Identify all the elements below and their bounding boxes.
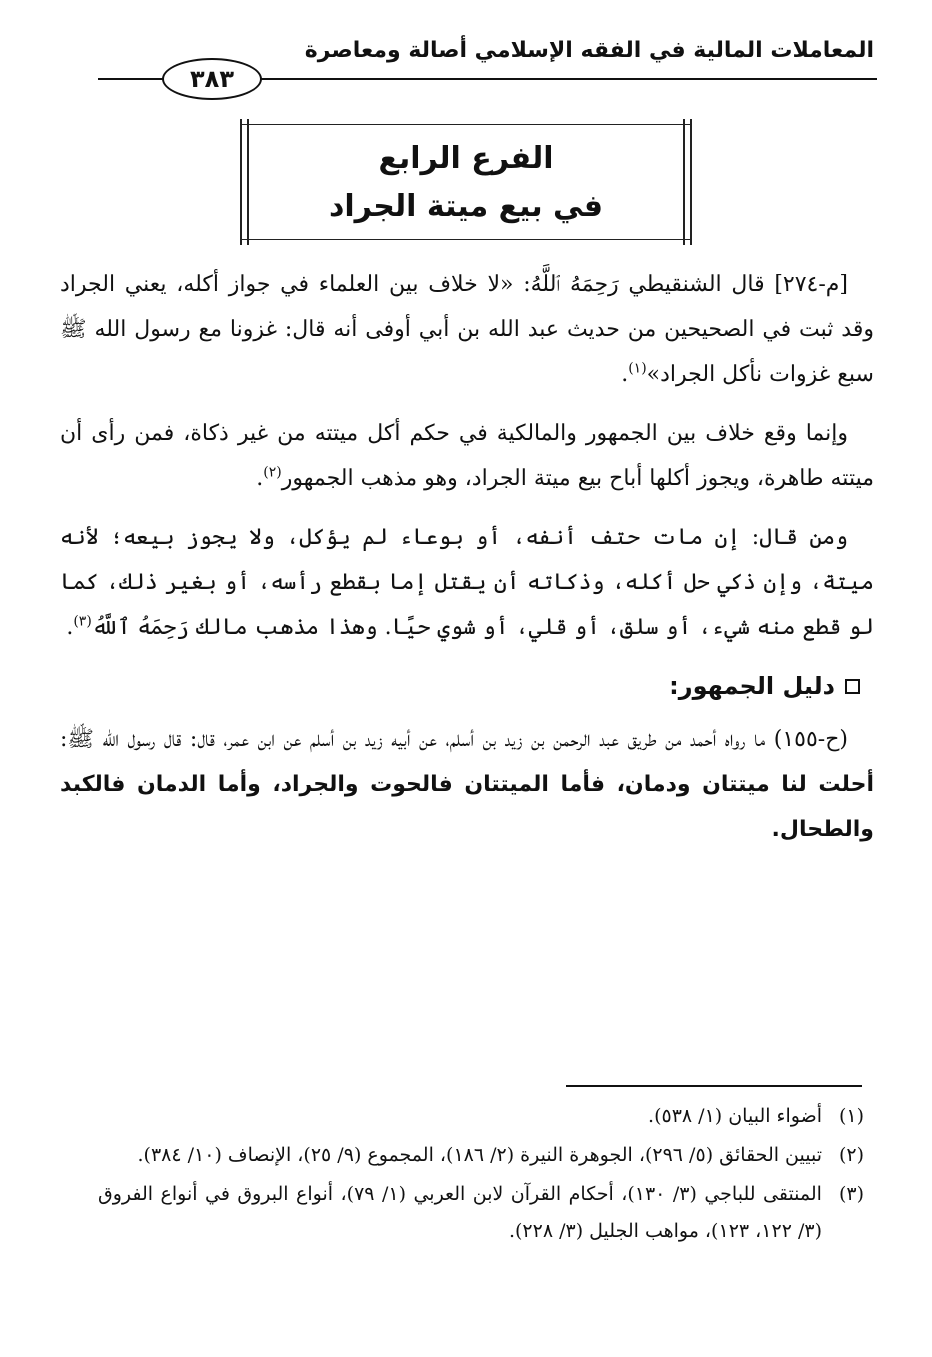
footnote-ref-1[interactable]: (١) bbox=[628, 360, 647, 377]
chapter-title-line-1: الفرع الرابع bbox=[378, 141, 554, 176]
paragraph-3-period: . bbox=[66, 615, 74, 640]
paragraph-2-text: وإنما وقع خلاف بين الجمهور والمالكية في حكم أكل ميتته من غير ذكاة، فمن رأى أن ميتته طاهرة، ويجوز أكلها أباح بيع ميتة الجراد، وهو مذهب الجمهور bbox=[60, 421, 874, 491]
paragraph-1-text: [م-٢٧٤] قال الشنقيطي رَحِمَهُ ٱللَّهُ: «لا خلاف بين العلماء في جواز أكله، يعني الجراد وقد ثبت في الصحيحين من حديث عبد الله بن أبي أوفى أنه قال: غزونا مع رسول الله ﷺ سبع غزوات نأكل الجراد» bbox=[60, 272, 874, 387]
frame-bar bbox=[683, 119, 685, 245]
footnotes bbox=[98, 1098, 864, 1252]
footnote-2 bbox=[98, 1137, 864, 1174]
frame-bar bbox=[240, 119, 242, 245]
footnote-3 bbox=[98, 1176, 864, 1250]
paragraph-1 bbox=[60, 262, 874, 397]
footnote-number: (٣) bbox=[838, 1183, 864, 1205]
paragraph-4 bbox=[60, 717, 874, 852]
chapter-title-line-2: في بيع ميتة الجراد bbox=[328, 189, 604, 224]
footnote-number: (٢) bbox=[838, 1144, 864, 1166]
footnote-separator bbox=[566, 1085, 862, 1087]
section-heading bbox=[60, 664, 874, 709]
chapter-title-box bbox=[240, 124, 692, 240]
paragraph-3 bbox=[60, 515, 874, 650]
paragraph-2 bbox=[60, 411, 874, 501]
footnote-number: (١) bbox=[838, 1105, 864, 1127]
footnote-text: أضواء البيان (١/ ٥٣٨). bbox=[648, 1105, 822, 1127]
footnote-text: المنتقى للباجي (٣/ ١٣٠)، أحكام القرآن لابن العربي (١/ ٧٩)، أنواع البروق في أنواع الفروق (٣/ ١٢٢، ١٢٣)، مواهب الجليل (٣/ ٢٢٨). bbox=[98, 1183, 822, 1242]
paragraph-4-intro: (ح-١٥٥) ما رواه أحمد من طريق عبد الرحمن بن زيد بن أسلم، عن أبيه زيد بن أسلم عن ابن عمر، قال: قال رسول الله ﷺ: bbox=[60, 727, 848, 752]
footnote-ref-2[interactable]: (٢) bbox=[263, 464, 282, 481]
paragraph-2-period: . bbox=[256, 466, 264, 491]
running-title: المعاملات المالية في الفقه الإسلامي أصالة ومعاصرة bbox=[304, 38, 874, 63]
footnote-1 bbox=[98, 1098, 864, 1135]
frame-bar bbox=[247, 119, 249, 245]
square-bullet-icon bbox=[845, 679, 860, 694]
paragraph-3-text: ومن قال: إن مات حتف أنفه، أو بوعاء لم يؤكل، ولا يجوز بيعه؛ لأنه ميتة، وإن ذكي حل أكله، وذكاته أن يقتل إما بقطع رأسه، أو بغير ذلك، كما لو قطع منه شيء، أو سلق، أو قلي، أو شوي حيًا. وهذا مذهب مالك رَحِمَهُ ٱللَّهُ bbox=[60, 525, 874, 640]
page-number: ٣٨٣ bbox=[162, 58, 262, 100]
hadith-text: أحلت لنا ميتتان ودمان، فأما الميتتان فالحوت والجراد، وأما الدمان فالكبد والطحال. bbox=[60, 772, 874, 842]
body-text bbox=[60, 262, 874, 866]
footnote-ref-3[interactable]: (٣) bbox=[73, 613, 92, 630]
paragraph-1-period: . bbox=[621, 362, 629, 387]
footnote-text: تبيين الحقائق (٥/ ٢٩٦)، الجوهرة النيرة (٢/ ١٨٦)، المجموع (٩/ ٢٥)، الإنصاف (١٠/ ٣٨٤). bbox=[137, 1144, 822, 1166]
section-heading-text: دليل الجمهور: bbox=[669, 672, 835, 700]
frame-bar bbox=[690, 119, 692, 245]
